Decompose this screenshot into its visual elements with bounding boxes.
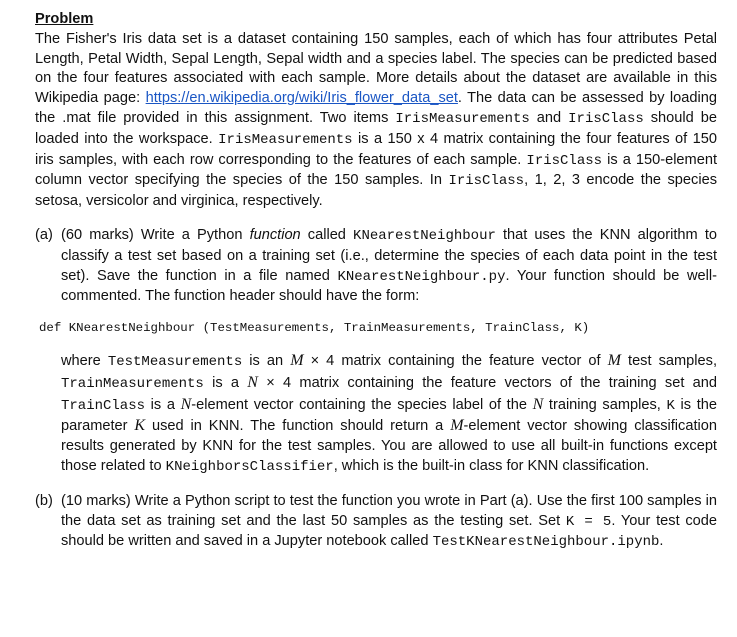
- math-m-3: M: [450, 417, 464, 435]
- math-n-3: N: [532, 395, 544, 413]
- code-iris-measurements: IrisMeasurements: [395, 110, 530, 127]
- where-text-7: is a: [145, 396, 181, 413]
- part-b-marker: (b): [35, 492, 53, 509]
- where-text-5: is a: [203, 374, 248, 391]
- where-text-8: -element vector containing the species label of the: [191, 396, 533, 413]
- math-m: M: [290, 351, 304, 369]
- intro-text-5: is a 150 x 4 matrix containing the four features of 150 iris samples, with each row corresponding to the features of each sample.: [35, 130, 717, 168]
- intro-text-4: should be loaded into the workspace.: [35, 109, 717, 147]
- where-text-6: × 4 matrix containing the feature vectors of the training set and: [257, 374, 717, 391]
- code-train-class: TrainClass: [61, 397, 146, 414]
- part-a-text-2: called: [300, 226, 354, 243]
- part-a-emphasis: function: [249, 226, 301, 243]
- part-b-text-3: .: [659, 533, 664, 550]
- spacer-2: [35, 478, 717, 492]
- math-n: N: [247, 373, 258, 391]
- part-a-text-4: . Your function should be well-commented. The function header should have the form:: [61, 267, 717, 305]
- intro-text-6: is a 150-element column vector specifying the species of the 150 samples. In: [35, 151, 717, 189]
- intro-text-3: and: [529, 109, 569, 126]
- math-k: K: [134, 417, 146, 435]
- where-text-2: is an: [242, 352, 291, 369]
- part-b: [35, 492, 717, 553]
- spacer: [35, 212, 717, 226]
- problem-heading: Problem: [35, 11, 94, 27]
- part-b-text-2: . Your test code should be written and saved in a Jupyter notebook called: [61, 512, 718, 550]
- intro-paragraph: [35, 30, 717, 212]
- wikipedia-link[interactable]: https://en.wikipedia.org/wiki/Iris_flower_data_set: [145, 90, 458, 107]
- code-iris-class: IrisClass: [568, 110, 644, 127]
- part-a: [35, 226, 717, 307]
- code-iris-measurements-2: IrisMeasurements: [218, 131, 353, 148]
- code-knn-file: KNearestNeighbour.py: [337, 268, 506, 285]
- where-text-9: training samples,: [543, 396, 667, 413]
- part-b-text-1: (10 marks) Write a Python script to test the function you wrote in Part (a). Use the first 100 samples in the data set as training set and the last 50 samples as the testing set. Set: [61, 492, 717, 529]
- code-knn-function: KNearestNeighbour: [353, 227, 496, 244]
- function-header-code: def KNearestNeighbour (TestMeasurements, TrainMeasurements, TrainClass, K): [39, 321, 590, 336]
- where-text-4: test samples,: [620, 352, 717, 369]
- code-iris-class-3: IrisClass: [448, 173, 525, 190]
- where-text-13: , which is the built-in class for KNN classification.: [333, 457, 650, 474]
- code-kneighbors-classifier: KNeighborsClassifier: [165, 458, 334, 475]
- where-text-1: where: [61, 352, 108, 369]
- code-k-equals-5: K = 5: [565, 513, 612, 530]
- math-m-2: M: [607, 351, 621, 369]
- code-k: K: [666, 397, 675, 414]
- intro-text-1: The Fisher's Iris data set is a dataset containing 150 samples, each of which has four attributes Petal Length, Petal Width, Sepal Length, Sepal width and a species label. The species can be predicted based on the four features associated with each sample. More details about the dataset are available in this Wikipedia page:: [35, 30, 717, 107]
- part-a-text-1: (60 marks) Write a Python: [61, 226, 250, 243]
- where-text-3: × 4 matrix containing the feature vector of: [303, 352, 608, 369]
- where-text-11: used in KNN. The function should return a: [145, 418, 451, 435]
- code-test-measurements: TestMeasurements: [107, 353, 243, 370]
- intro-text-2: . The data can be assessed by loading the .mat file provided in this assignment. Two items: [35, 90, 717, 126]
- code-iris-class-2: IrisClass: [526, 152, 603, 169]
- part-a-where: [35, 351, 717, 478]
- code-notebook-file: TestKNearestNeighbour.ipynb: [432, 534, 660, 551]
- part-a-marker: (a): [35, 226, 53, 243]
- part-a-text-3: that uses the KNN algorithm to classify a test set based on a training set (i.e., determine the species of each data point in the test set). Save the function in a file named: [61, 226, 717, 284]
- where-text-10: is the parameter: [61, 396, 717, 435]
- intro-text-7: , 1, 2, 3 encode the species setosa, versicolor and virginica, respectively.: [35, 172, 717, 210]
- code-train-measurements: TrainMeasurements: [61, 375, 204, 392]
- math-n-2: N: [180, 395, 192, 413]
- where-text-12: -element vector showing classification results generated by KNN for the test samples. You are allowed to use all built-in functions except those related to: [61, 418, 717, 474]
